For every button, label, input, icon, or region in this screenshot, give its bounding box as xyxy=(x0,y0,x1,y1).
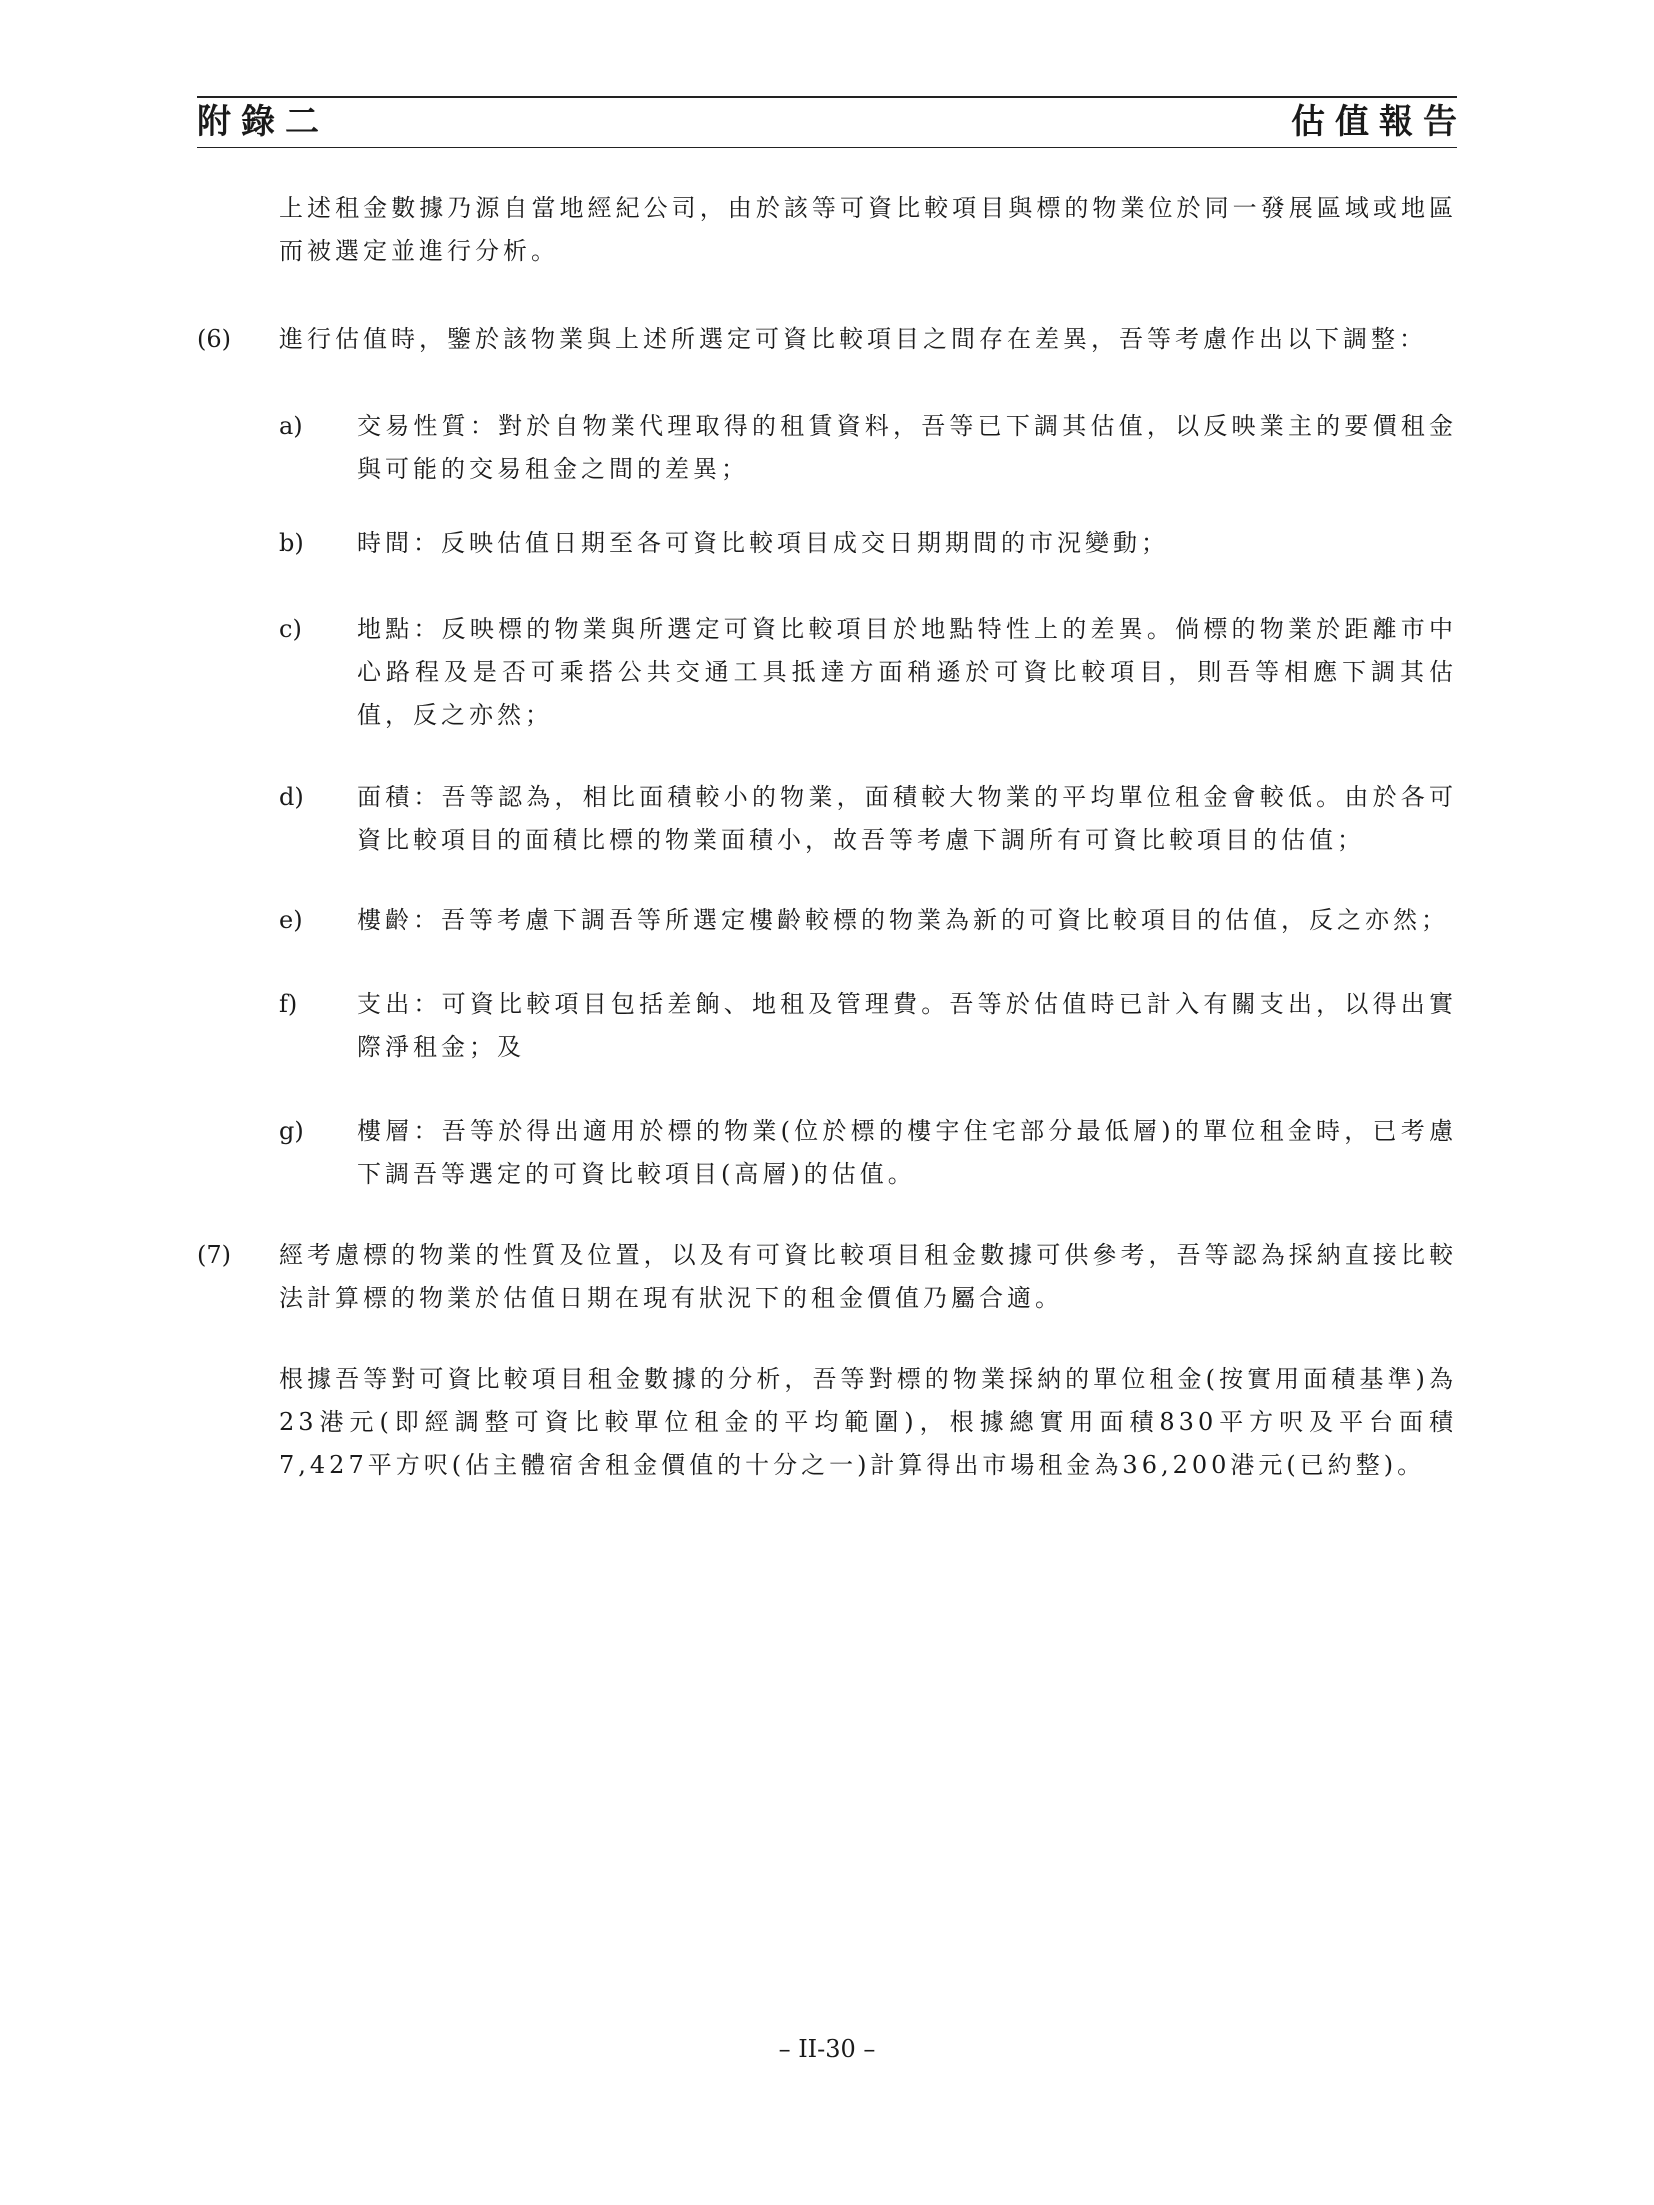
page-number: – II-30 – xyxy=(778,2035,876,2063)
appendix-title: 附錄二 xyxy=(197,102,329,142)
item-7-number: (7) xyxy=(197,1241,231,1269)
sub-item-text-g: 樓層：吾等於得出適用於標的物業(位於標的樓宇住宅部分最低層)的單位租金時，已考慮下調吾等選定的可資比較項目(高層)的估值。 xyxy=(357,1117,1457,1188)
sub-item-text-b: 時間：反映估值日期至各可資比較項目成交日期期間的市況變動； xyxy=(357,529,1169,557)
sub-item-text-c: 地點：反映標的物業與所選定可資比較項目於地點特性上的差異。倘標的物業於距離市中心路程及是否可乘搭公共交通工具抵達方面稍遜於可資比較項目，則吾等相應下調其估值，反之亦然； xyxy=(357,615,1457,729)
sub-item-text-e: 樓齡：吾等考慮下調吾等所選定樓齡較標的物業為新的可資比較項目的估值，反之亦然； xyxy=(357,906,1449,934)
item-7-paragraph-2: 根據吾等對可資比較項目租金數據的分析，吾等對標的物業採納的單位租金(按實用面積基準)為23港元(即經調整可資比較單位租金的平均範圍)，根據總實用面積830平方呎及平台面積7,427平方呎(佔主體宿舍租金價值的十分之一)計算得出市場租金為36,200港元(已約整)。 xyxy=(279,1365,1457,1479)
item-6-number: (6) xyxy=(197,325,231,353)
sub-item-text-f: 支出：可資比較項目包括差餉、地租及管理費。吾等於估值時已計入有關支出，以得出實際淨租金；及 xyxy=(357,990,1457,1061)
sub-item-label-f: f) xyxy=(279,990,298,1018)
sub-item-label-a: a) xyxy=(279,412,303,440)
header-bottom-rule xyxy=(197,147,1457,148)
sub-item-label-e: e) xyxy=(279,906,303,934)
section-title: 估值報告 xyxy=(1291,102,1467,142)
sub-item-label-b: b) xyxy=(279,529,304,557)
header-top-rule xyxy=(197,96,1457,98)
item-7-text: 經考慮標的物業的性質及位置，以及有可資比較項目租金數據可供參考，吾等認為採納直接比較法計算標的物業於估值日期在現有狀況下的租金價值乃屬合適。 xyxy=(279,1241,1457,1312)
sub-item-text-a: 交易性質：對於自物業代理取得的租賃資料，吾等已下調其估值，以反映業主的要價租金與可能的交易租金之間的差異； xyxy=(357,412,1457,483)
intro-paragraph: 上述租金數據乃源自當地經紀公司，由於該等可資比較項目與標的物業位於同一發展區域或地區而被選定並進行分析。 xyxy=(279,194,1457,265)
sub-item-label-g: g) xyxy=(279,1117,304,1145)
item-6-text: 進行估值時，鑒於該物業與上述所選定可資比較項目之間存在差異，吾等考慮作出以下調整： xyxy=(279,325,1427,353)
sub-item-label-d: d) xyxy=(279,783,304,811)
sub-item-text-d: 面積：吾等認為，相比面積較小的物業，面積較大物業的平均單位租金會較低。由於各可資比較項目的面積比標的物業面積小，故吾等考慮下調所有可資比較項目的估值； xyxy=(357,783,1457,854)
sub-item-label-c: c) xyxy=(279,615,302,643)
